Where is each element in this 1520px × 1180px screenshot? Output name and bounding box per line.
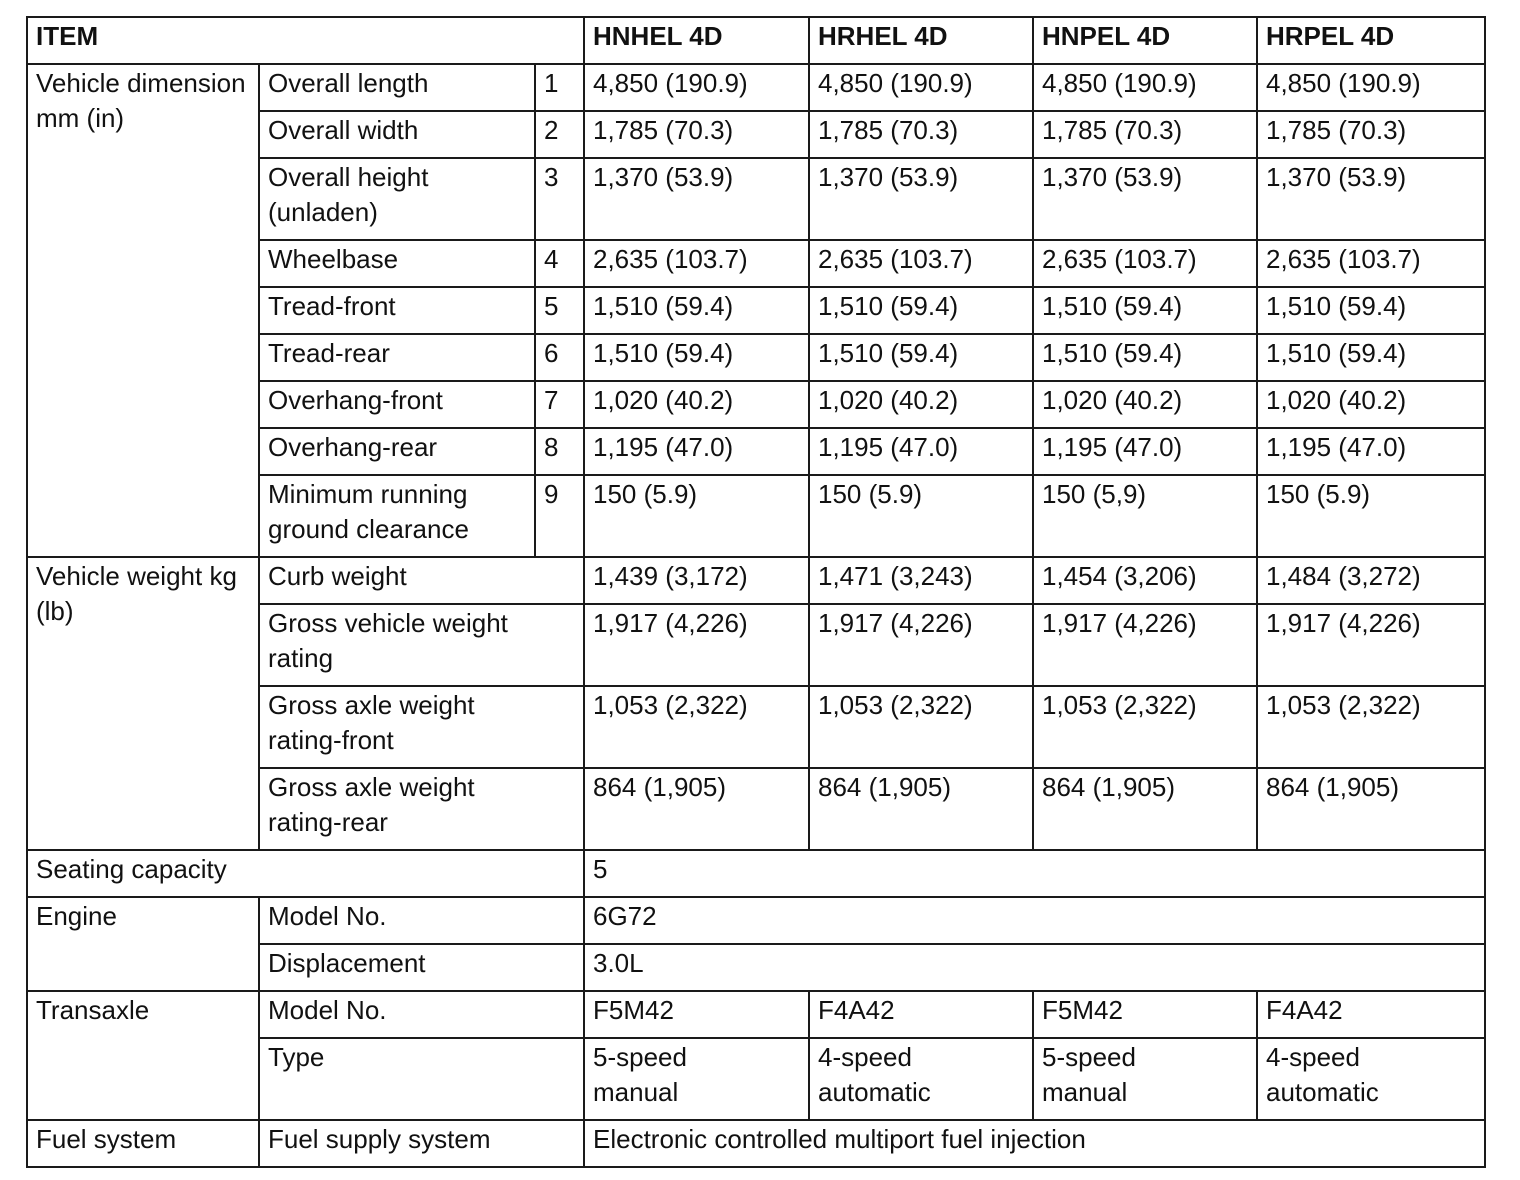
- fuel-value: Electronic controlled multiport fuel injection: [584, 1120, 1485, 1167]
- spec-value: 864 (1,905): [1257, 768, 1485, 850]
- spec-label: Model No.: [259, 897, 584, 944]
- spec-value: 1,195 (47.0): [1257, 428, 1485, 475]
- spec-label: Gross axle weight rating-front: [259, 686, 584, 768]
- spec-value: 1,195 (47.0): [809, 428, 1033, 475]
- spec-number: 5: [535, 287, 584, 334]
- spec-value: 4,850 (190.9): [809, 64, 1033, 111]
- spec-value: 1,785 (70.3): [1033, 111, 1257, 158]
- spec-label: Tread-front: [259, 287, 535, 334]
- spec-label: Overhang-rear: [259, 428, 535, 475]
- spec-value: 1,454 (3,206): [1033, 557, 1257, 604]
- spec-row: [27, 557, 1485, 604]
- spec-value: 1,510 (59.4): [809, 334, 1033, 381]
- spec-value: 2,635 (103.7): [809, 240, 1033, 287]
- seating-value: 5: [584, 850, 1485, 897]
- spec-number: 4: [535, 240, 584, 287]
- spec-value: 1,195 (47.0): [1033, 428, 1257, 475]
- spec-value: 5-speed manual: [1033, 1038, 1257, 1120]
- spec-value: 1,370 (53.9): [1257, 158, 1485, 240]
- spec-value: 4,850 (190.9): [1257, 64, 1485, 111]
- spec-value: 1,917 (4,226): [809, 604, 1033, 686]
- model-header: HRHEL 4D: [809, 17, 1033, 64]
- spec-label: Curb weight: [259, 557, 584, 604]
- spec-value: 1,370 (53.9): [809, 158, 1033, 240]
- spec-value: F4A42: [809, 991, 1033, 1038]
- transaxle-row: [27, 991, 1485, 1038]
- spec-value: 1,020 (40.2): [1033, 381, 1257, 428]
- spec-value: 4,850 (190.9): [1033, 64, 1257, 111]
- engine-displacement-value: 3.0L: [584, 944, 1485, 991]
- spec-label: Tread-rear: [259, 334, 535, 381]
- fuel-group-label: Fuel system: [27, 1120, 259, 1167]
- spec-value: 864 (1,905): [1033, 768, 1257, 850]
- spec-value: 4-speed automatic: [809, 1038, 1033, 1120]
- spec-value: 1,785 (70.3): [1257, 111, 1485, 158]
- spec-number: 3: [535, 158, 584, 240]
- spec-value: 1,471 (3,243): [809, 557, 1033, 604]
- spec-value: 1,510 (59.4): [584, 287, 809, 334]
- spec-value: 1,020 (40.2): [809, 381, 1033, 428]
- spec-value: 2,635 (103.7): [1033, 240, 1257, 287]
- spec-value: 1,510 (59.4): [809, 287, 1033, 334]
- spec-label: Overhang-front: [259, 381, 535, 428]
- fuel-row: [27, 1120, 1485, 1167]
- spec-value: 1,053 (2,322): [1033, 686, 1257, 768]
- spec-value: 4-speed automatic: [1257, 1038, 1485, 1120]
- spec-value: 1,053 (2,322): [584, 686, 809, 768]
- spec-value: F4A42: [1257, 991, 1485, 1038]
- spec-value: 5-speed manual: [584, 1038, 809, 1120]
- spec-value: 1,370 (53.9): [1033, 158, 1257, 240]
- engine-model-value: 6G72: [584, 897, 1485, 944]
- spec-label: Type: [259, 1038, 584, 1120]
- engine-row: [27, 897, 1485, 944]
- spec-number: 7: [535, 381, 584, 428]
- model-header: HNPEL 4D: [1033, 17, 1257, 64]
- spec-value: 1,370 (53.9): [584, 158, 809, 240]
- spec-value: 1,917 (4,226): [584, 604, 809, 686]
- spec-label: Displacement: [259, 944, 584, 991]
- seating-row: [27, 850, 1485, 897]
- spec-label: Overall height (unladen): [259, 158, 535, 240]
- spec-label: Fuel supply system: [259, 1120, 584, 1167]
- spec-label: Overall length: [259, 64, 535, 111]
- spec-value: 150 (5.9): [584, 475, 809, 557]
- model-header: HNHEL 4D: [584, 17, 809, 64]
- spec-value: 1,020 (40.2): [1257, 381, 1485, 428]
- spec-value: F5M42: [584, 991, 809, 1038]
- spec-value: 2,635 (103.7): [584, 240, 809, 287]
- header-row: [27, 17, 1485, 64]
- spec-value: 1,053 (2,322): [809, 686, 1033, 768]
- spec-label: Gross vehicle weight rating: [259, 604, 584, 686]
- engine-group-label: Engine: [27, 897, 259, 991]
- spec-value: 4,850 (190.9): [584, 64, 809, 111]
- spec-value: F5M42: [1033, 991, 1257, 1038]
- spec-value: 1,020 (40.2): [584, 381, 809, 428]
- spec-value: 1,917 (4,226): [1033, 604, 1257, 686]
- model-header: HRPEL 4D: [1257, 17, 1485, 64]
- spec-number: 9: [535, 475, 584, 557]
- spec-value: 1,510 (59.4): [1033, 287, 1257, 334]
- spec-value: 1,510 (59.4): [1257, 287, 1485, 334]
- spec-number: 1: [535, 64, 584, 111]
- spec-number: 8: [535, 428, 584, 475]
- spec-label: Overall width: [259, 111, 535, 158]
- weight-group-label: Vehicle weight kg (lb): [27, 557, 259, 850]
- spec-label: Gross axle weight rating-rear: [259, 768, 584, 850]
- dimension-group-label: Vehicle dimension mm (in): [27, 64, 259, 557]
- spec-value: 1,195 (47.0): [584, 428, 809, 475]
- spec-value: 1,053 (2,322): [1257, 686, 1485, 768]
- spec-label: Minimum running ground clearance: [259, 475, 535, 557]
- spec-table: [26, 16, 1486, 1168]
- spec-label: Model No.: [259, 991, 584, 1038]
- spec-value: 1,785 (70.3): [809, 111, 1033, 158]
- spec-value: 864 (1,905): [584, 768, 809, 850]
- spec-value: 864 (1,905): [809, 768, 1033, 850]
- spec-value: 150 (5.9): [1257, 475, 1485, 557]
- spec-number: 6: [535, 334, 584, 381]
- spec-value: 1,510 (59.4): [1257, 334, 1485, 381]
- spec-label: Wheelbase: [259, 240, 535, 287]
- spec-value: 1,785 (70.3): [584, 111, 809, 158]
- spec-value: 1,510 (59.4): [1033, 334, 1257, 381]
- spec-value: 1,484 (3,272): [1257, 557, 1485, 604]
- seating-label: Seating capacity: [27, 850, 584, 897]
- spec-value: 1,917 (4,226): [1257, 604, 1485, 686]
- item-header: ITEM: [27, 17, 584, 64]
- spec-value: 1,510 (59.4): [584, 334, 809, 381]
- spec-value: 150 (5,9): [1033, 475, 1257, 557]
- spec-value: 2,635 (103.7): [1257, 240, 1485, 287]
- transaxle-group-label: Transaxle: [27, 991, 259, 1120]
- spec-value: 150 (5.9): [809, 475, 1033, 557]
- spec-number: 2: [535, 111, 584, 158]
- spec-row: [27, 64, 1485, 111]
- spec-value: 1,439 (3,172): [584, 557, 809, 604]
